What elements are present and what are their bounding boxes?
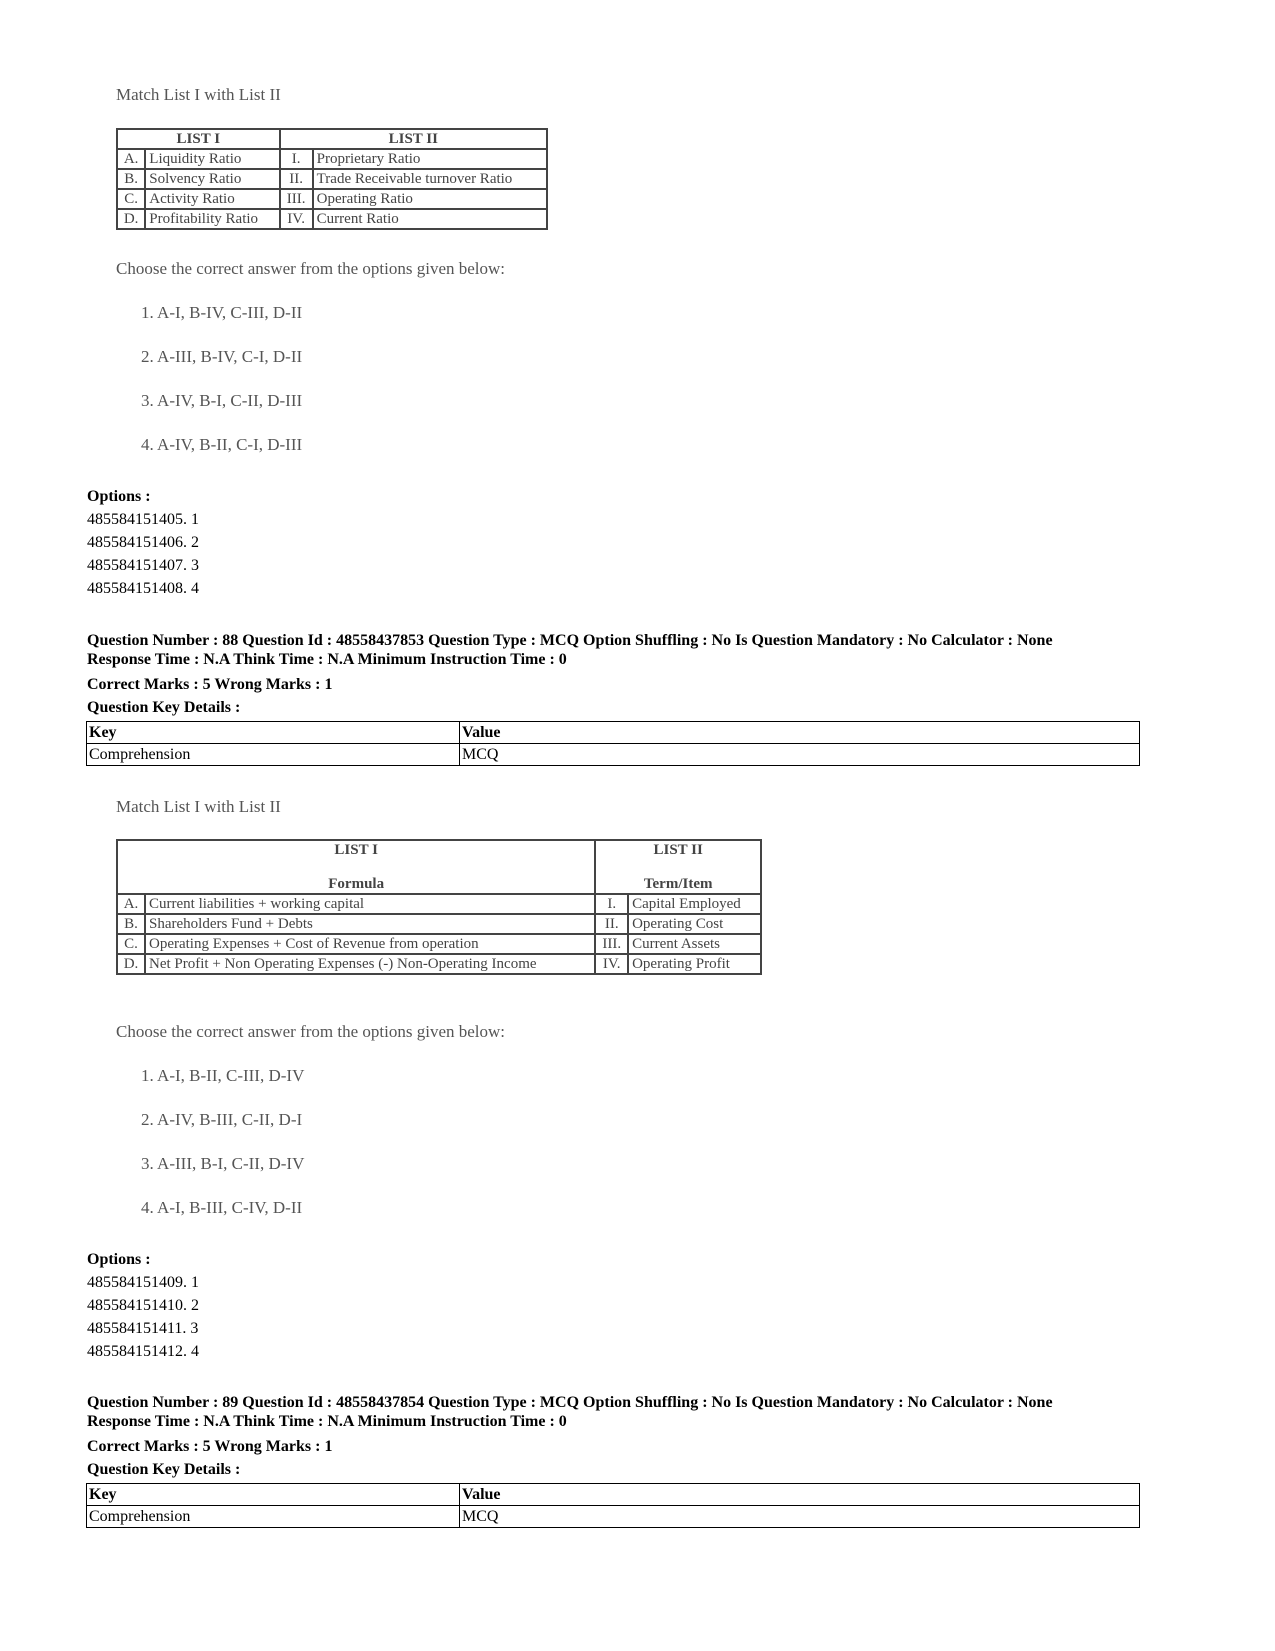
table-row — [117, 209, 547, 229]
choice-4: 4. A-I, B-III, C-IV, D-II — [141, 1198, 303, 1217]
options-block — [87, 1248, 199, 1363]
question-meta-line2: Response Time : N.A Think Time : N.A Minimum Instruction Time : 0 — [87, 1413, 567, 1430]
row-num: II. — [280, 169, 313, 189]
row-key: D. — [117, 954, 145, 974]
row-num: IV. — [280, 209, 313, 229]
row-num: III. — [280, 189, 313, 209]
marks: Correct Marks : 5 Wrong Marks : 1 — [87, 676, 333, 693]
value-cell: MCQ — [460, 1506, 1140, 1528]
row-left: Net Profit + Non Operating Expenses (-) Non-Operating Income — [145, 954, 595, 974]
question-meta-line2: Response Time : N.A Think Time : N.A Minimum Instruction Time : 0 — [87, 651, 567, 668]
choice-1: 1. A-I, B-II, C-III, D-IV — [141, 1066, 305, 1085]
row-key: C. — [117, 189, 145, 209]
key-details-label: Question Key Details : — [87, 699, 241, 716]
key-value-table — [86, 721, 1140, 766]
list1-header: LIST I — [334, 842, 378, 858]
row-right: Proprietary Ratio — [313, 149, 547, 169]
choose-instruction: Choose the correct answer from the options given below: — [116, 1022, 506, 1041]
row-num: III. — [595, 934, 628, 954]
list1-subheader: Formula — [328, 876, 385, 892]
question-heading: Match List I with List II — [116, 85, 281, 104]
option-item: 485584151408. 4 — [87, 580, 199, 597]
table-row — [117, 169, 547, 189]
option-item: 485584151412. 4 — [87, 1343, 199, 1360]
row-right: Capital Employed — [628, 894, 761, 914]
question-meta-line1: Question Number : 88 Question Id : 48558437853 Question Type : MCQ Option Shuffling : No Is Question Mandatory : No Calculator : None — [87, 632, 1053, 649]
row-left: Profitability Ratio — [145, 209, 279, 229]
row-right: Current Ratio — [313, 209, 547, 229]
choose-instruction: Choose the correct answer from the options given below: — [116, 259, 506, 278]
choice-2: 2. A-IV, B-III, C-II, D-I — [141, 1110, 303, 1129]
row-num: II. — [595, 914, 628, 934]
option-item: 485584151407. 3 — [87, 557, 199, 574]
row-right: Operating Profit — [628, 954, 761, 974]
row-key: B. — [117, 914, 145, 934]
row-right: Operating Cost — [628, 914, 761, 934]
list2-subheader: Term/Item — [643, 876, 713, 892]
choice-4: 4. A-IV, B-II, C-I, D-III — [141, 435, 303, 454]
match-table — [116, 839, 762, 975]
choice-3: 3. A-IV, B-I, C-II, D-III — [141, 391, 303, 410]
row-left: Liquidity Ratio — [145, 149, 279, 169]
question-heading: Match List I with List II — [116, 797, 281, 816]
value-header: Value — [460, 1484, 1140, 1506]
value-cell: MCQ — [460, 744, 1140, 766]
value-header: Value — [460, 722, 1140, 744]
key-cell: Comprehension — [87, 744, 460, 766]
row-key: A. — [117, 894, 145, 914]
row-num: I. — [280, 149, 313, 169]
choice-3: 3. A-III, B-I, C-II, D-IV — [141, 1154, 305, 1173]
list1-header: LIST I — [117, 129, 280, 149]
list2-header: LIST II — [653, 842, 703, 858]
options-label: Options : — [87, 1251, 151, 1268]
list1-header-cell — [117, 840, 595, 894]
option-item: 485584151405. 1 — [87, 511, 199, 528]
table-row — [117, 954, 761, 974]
row-key: D. — [117, 209, 145, 229]
key-details-label: Question Key Details : — [87, 1461, 241, 1478]
match-table — [116, 128, 548, 230]
question-meta — [87, 1393, 1053, 1431]
row-left: Activity Ratio — [145, 189, 279, 209]
table-row — [117, 934, 761, 954]
option-item: 485584151410. 2 — [87, 1297, 199, 1314]
row-right: Trade Receivable turnover Ratio — [313, 169, 547, 189]
table-row — [117, 914, 761, 934]
list2-header: LIST II — [280, 129, 547, 149]
row-right: Current Assets — [628, 934, 761, 954]
question-meta — [87, 631, 1053, 669]
row-num: I. — [595, 894, 628, 914]
option-item: 485584151409. 1 — [87, 1274, 199, 1291]
table-row — [87, 1484, 1140, 1506]
row-left: Shareholders Fund + Debts — [145, 914, 595, 934]
options-block — [87, 485, 199, 600]
option-item: 485584151406. 2 — [87, 534, 199, 551]
table-row — [117, 149, 547, 169]
question-meta-line1: Question Number : 89 Question Id : 48558437854 Question Type : MCQ Option Shuffling : No Is Question Mandatory : No Calculator : None — [87, 1394, 1053, 1411]
row-key: C. — [117, 934, 145, 954]
key-header: Key — [87, 722, 460, 744]
table-row — [117, 894, 761, 914]
key-value-table — [86, 1483, 1140, 1528]
row-left: Solvency Ratio — [145, 169, 279, 189]
marks: Correct Marks : 5 Wrong Marks : 1 — [87, 1438, 333, 1455]
table-row — [117, 189, 547, 209]
row-key: A. — [117, 149, 145, 169]
row-left: Current liabilities + working capital — [145, 894, 595, 914]
table-row — [87, 722, 1140, 744]
choice-2: 2. A-III, B-IV, C-I, D-II — [141, 347, 303, 366]
option-item: 485584151411. 3 — [87, 1320, 199, 1337]
row-right: Operating Ratio — [313, 189, 547, 209]
choice-1: 1. A-I, B-IV, C-III, D-II — [141, 303, 303, 322]
key-cell: Comprehension — [87, 1506, 460, 1528]
table-row — [87, 1506, 1140, 1528]
row-num: IV. — [595, 954, 628, 974]
table-row — [87, 744, 1140, 766]
row-key: B. — [117, 169, 145, 189]
list2-header-cell — [595, 840, 761, 894]
row-left: Operating Expenses + Cost of Revenue from operation — [145, 934, 595, 954]
options-label: Options : — [87, 488, 151, 505]
key-header: Key — [87, 1484, 460, 1506]
